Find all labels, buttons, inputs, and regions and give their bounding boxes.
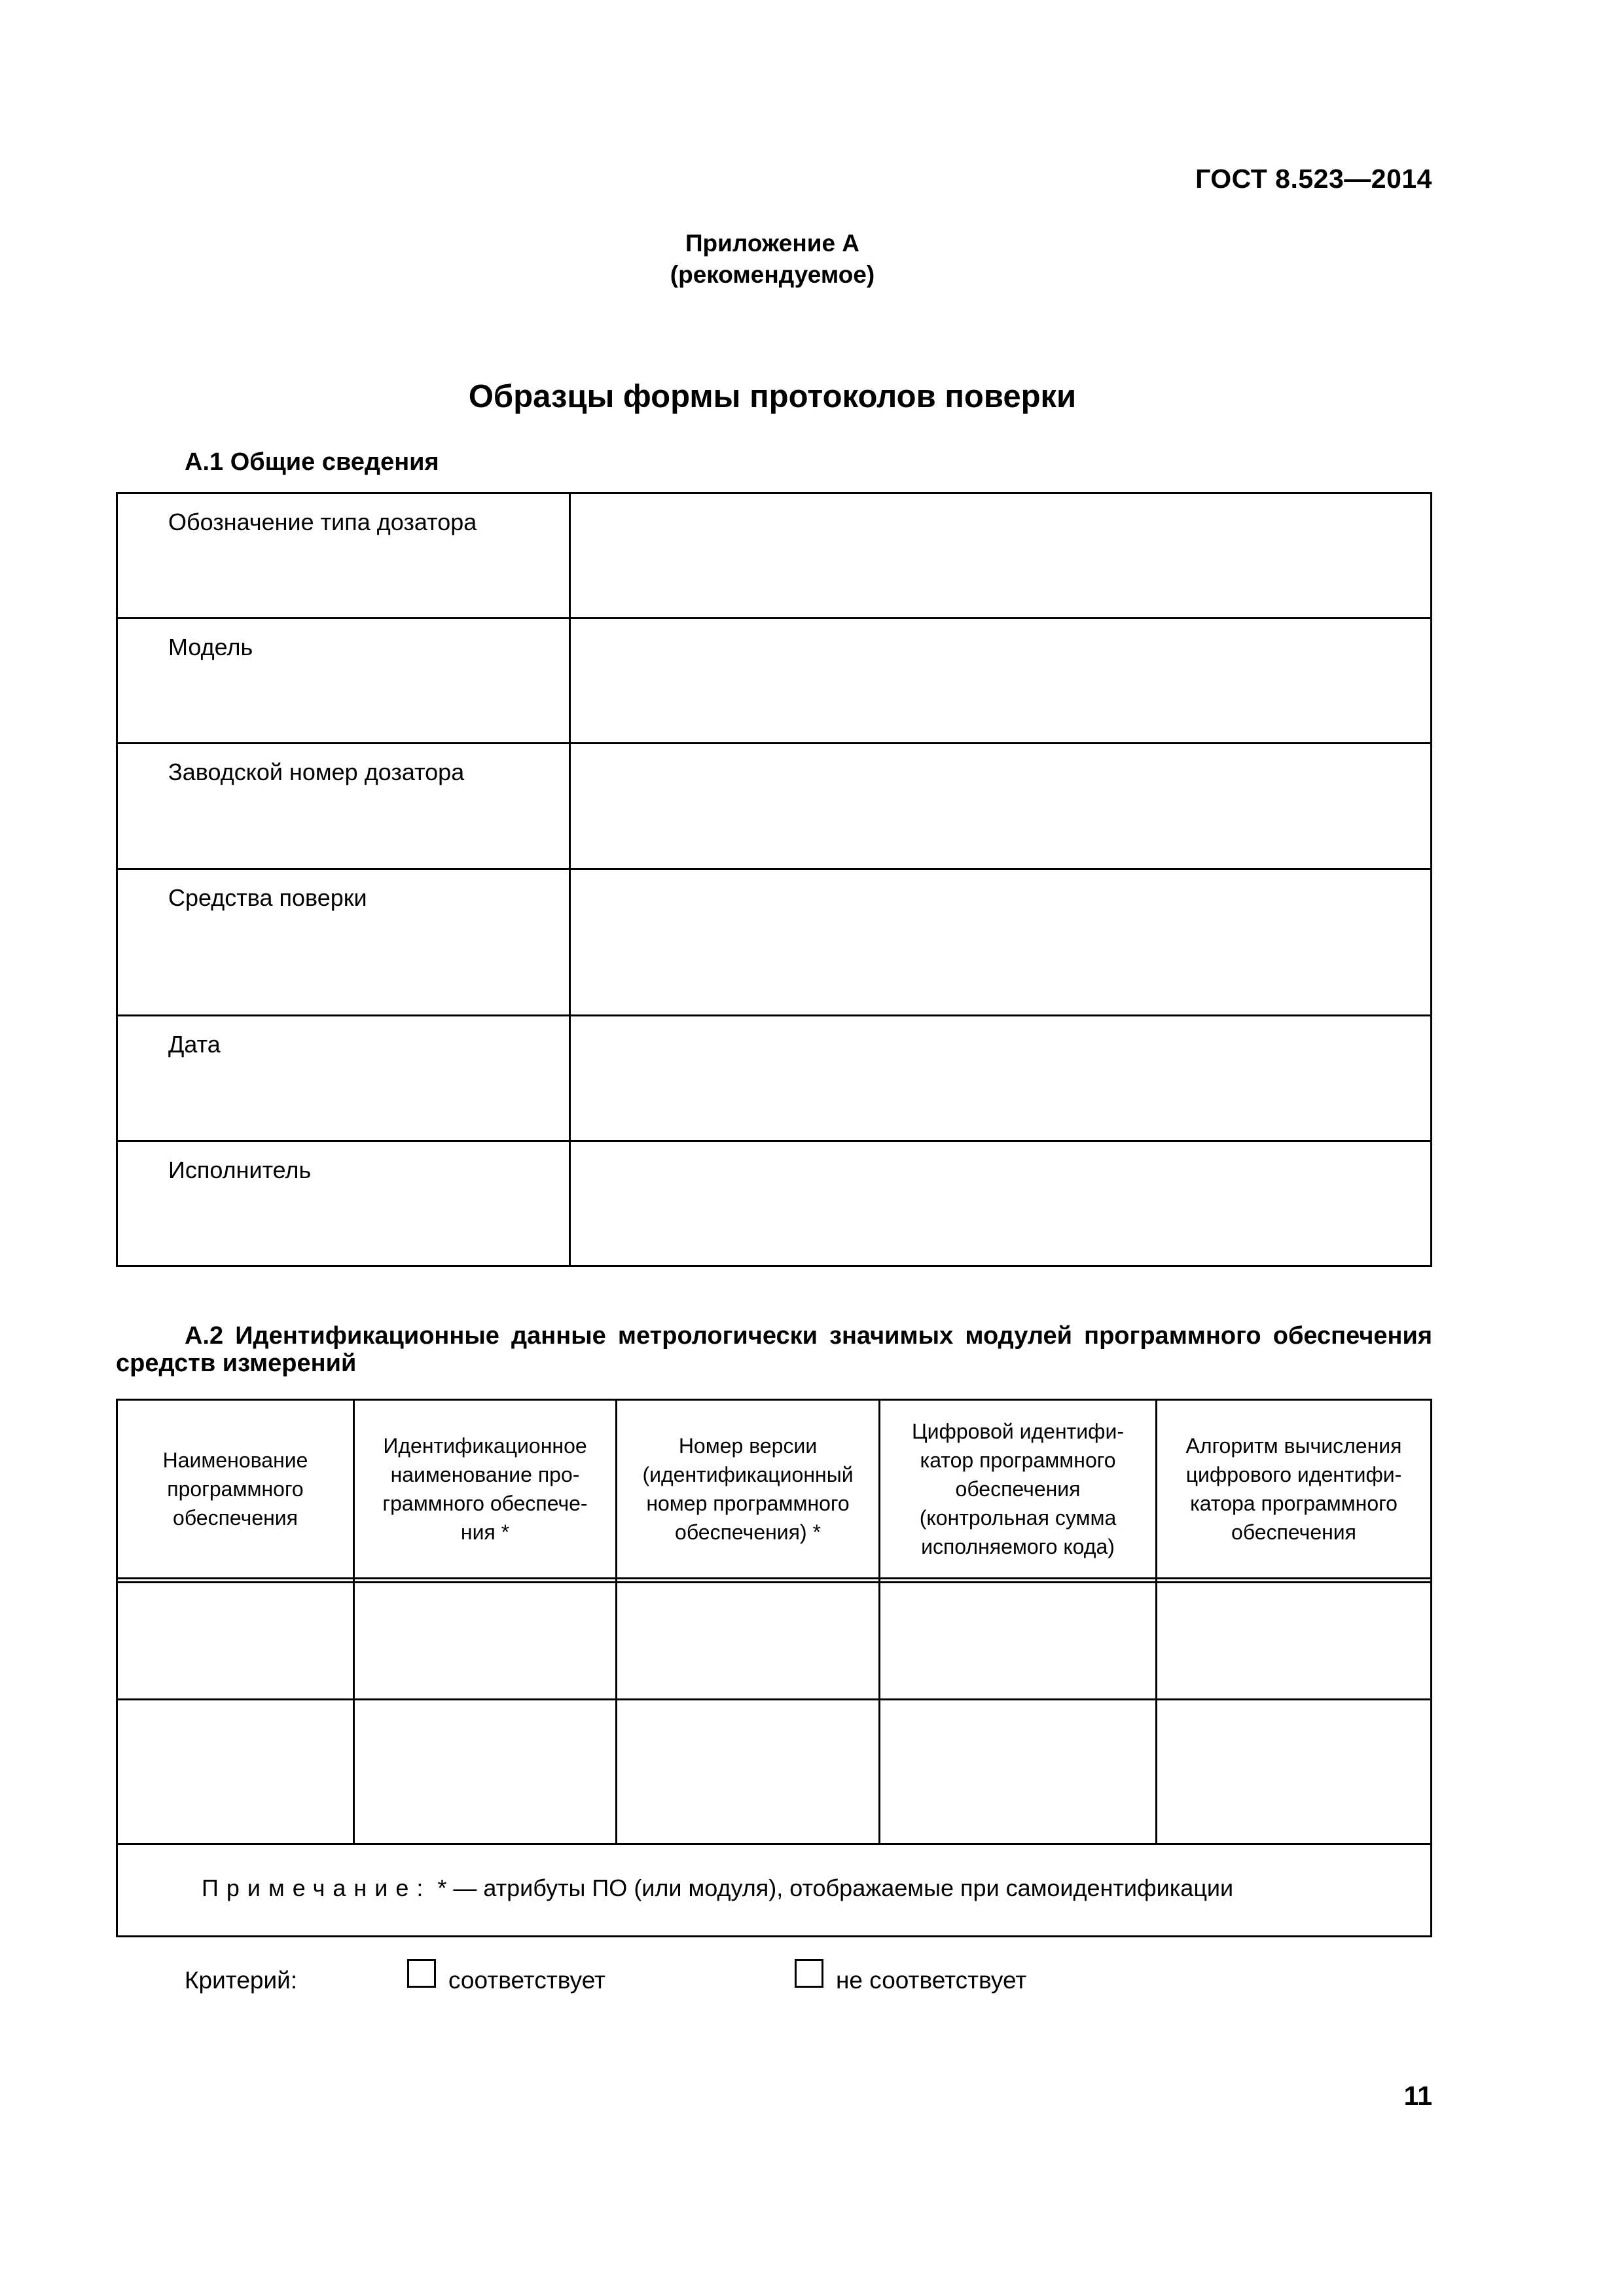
section-a2-heading-text: А.2 Идентификационные данные метрологически значимых модулей программного обеспечения средств измерений xyxy=(116,1322,1432,1377)
table-row xyxy=(118,494,1430,619)
dispenser-type-field[interactable] xyxy=(569,494,1430,617)
table-row xyxy=(118,1016,1430,1142)
table-row xyxy=(118,744,1430,870)
table-note xyxy=(202,1874,1233,1902)
row-label-date: Дата xyxy=(168,1031,221,1058)
table-row xyxy=(118,619,1430,744)
document-code: ГОСТ 8.523—2014 xyxy=(1195,164,1432,194)
row-label-performer: Исполнитель xyxy=(168,1157,312,1183)
table-cell[interactable] xyxy=(1157,1583,1430,1698)
note-text: * — атрибуты ПО (или модуля), отображаемые при самоидентификации xyxy=(431,1874,1234,1901)
row-label-model: Модель xyxy=(168,634,253,660)
annex-title: Приложение А xyxy=(685,230,860,257)
performer-field[interactable] xyxy=(569,1142,1430,1265)
row-divider xyxy=(118,1843,1430,1845)
not-conforms-label: не соответствует xyxy=(836,1967,1027,1994)
table-cell[interactable] xyxy=(880,1700,1155,1843)
general-info-table xyxy=(116,492,1432,1267)
header-divider xyxy=(118,1577,1430,1579)
software-id-table xyxy=(116,1399,1432,1937)
column-header-algorithm: Алгоритм вычисления цифрового идентифи-катора программного обеспечения xyxy=(1185,1434,1402,1544)
row-label-dispenser-type: Обозначение типа дозатора xyxy=(168,509,477,535)
annex-subtitle: (рекомендуемое) xyxy=(670,261,875,288)
date-field[interactable] xyxy=(569,1016,1430,1140)
conforms-checkbox[interactable] xyxy=(407,1959,436,1988)
not-conforms-checkbox[interactable] xyxy=(795,1959,823,1988)
row-label-verification-means: Средства поверки xyxy=(168,884,367,911)
table-cell[interactable] xyxy=(355,1583,615,1698)
table-cell[interactable] xyxy=(118,1700,353,1843)
model-field[interactable] xyxy=(569,619,1430,742)
table-cell[interactable] xyxy=(355,1700,615,1843)
table-cell[interactable] xyxy=(617,1700,878,1843)
serial-number-field[interactable] xyxy=(569,744,1430,868)
page-number: 11 xyxy=(1403,2081,1432,2111)
verification-means-field[interactable] xyxy=(569,870,1430,1014)
table-cell[interactable] xyxy=(617,1583,878,1698)
column-header-identification-name: Идентификационное наименование про-граммного обеспече-ния * xyxy=(382,1434,588,1544)
section-a2-heading xyxy=(116,1322,1432,1377)
table-cell[interactable] xyxy=(1157,1700,1430,1843)
section-a1-heading: А.1 Общие сведения xyxy=(185,448,439,476)
note-prefix: Примечание: xyxy=(202,1874,431,1901)
table-cell[interactable] xyxy=(118,1583,353,1698)
row-label-serial-number: Заводской номер дозатора xyxy=(168,759,465,785)
conforms-label: соответствует xyxy=(448,1967,605,1994)
criteria-label: Критерий: xyxy=(185,1967,298,1994)
table-row xyxy=(118,870,1430,1016)
page-title: Образцы формы протоколов поверки xyxy=(468,379,1077,414)
column-header-digital-identifier: Цифровой идентифи-катор программного обеспечения (контрольная сумма исполняемого кода) xyxy=(911,1420,1125,1558)
table-cell[interactable] xyxy=(880,1583,1155,1698)
table-row xyxy=(118,1142,1430,1265)
column-header-version-number: Номер версии (идентификационный номер программного обеспечения) * xyxy=(642,1434,854,1544)
column-header-software-name: Наименование программного обеспечения xyxy=(162,1448,308,1530)
